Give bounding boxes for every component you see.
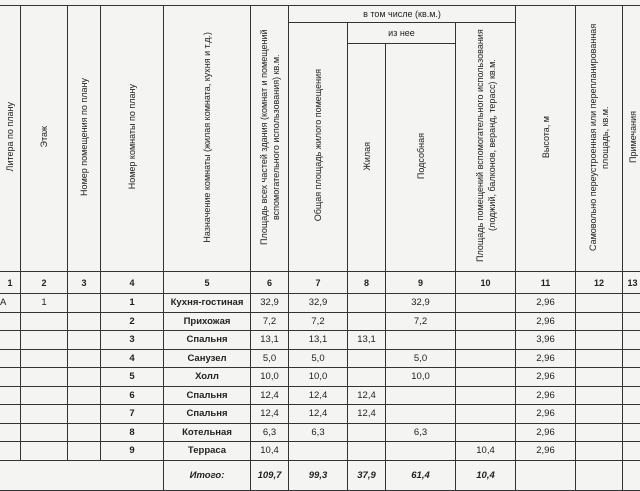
- cell-area: 10,0: [251, 368, 289, 387]
- col-number: 8: [348, 272, 386, 294]
- cell-height: 2,96: [516, 312, 576, 331]
- cell-utility: [386, 331, 456, 350]
- total-row: [0, 460, 640, 490]
- cell-premise-no: [68, 368, 101, 387]
- cell-notes: [623, 312, 640, 331]
- table-row: [0, 294, 640, 313]
- header-floor: Этаж: [21, 6, 68, 272]
- cell-unauthorized: [576, 349, 623, 368]
- rooms-table: [0, 5, 640, 491]
- table-row: [0, 349, 640, 368]
- column-numbers-row: [0, 272, 640, 294]
- cell-area: 6,3: [251, 423, 289, 442]
- cell-area: 10,4: [251, 442, 289, 461]
- table-row: [0, 442, 640, 461]
- cell-litera: [0, 331, 21, 350]
- cell-height: 2,96: [516, 368, 576, 387]
- cell-living-total: 7,2: [289, 312, 348, 331]
- cell-living-total: [289, 442, 348, 461]
- cell-notes: [623, 331, 640, 350]
- cell-unauthorized: [576, 386, 623, 405]
- cell-floor: [21, 368, 68, 387]
- total-living-total: 99,3: [289, 460, 348, 490]
- cell-aux: 10,4: [456, 442, 516, 461]
- cell-room-name: Холл: [164, 368, 251, 387]
- cell-litera: [0, 312, 21, 331]
- cell-litera: [0, 442, 21, 461]
- header-purpose: Назначение комнаты (жилая комната, кухня и т.д.): [164, 6, 251, 272]
- cell-utility: 7,2: [386, 312, 456, 331]
- cell-room-no: 5: [101, 368, 164, 387]
- cell-unauthorized: [576, 423, 623, 442]
- cell-aux: [456, 405, 516, 424]
- table-row: [0, 312, 640, 331]
- cell-room-name: Спальня: [164, 405, 251, 424]
- cell-height: 2,96: [516, 423, 576, 442]
- cell-living-total: 12,4: [289, 405, 348, 424]
- col-number: 9: [386, 272, 456, 294]
- cell-premise-no: [68, 349, 101, 368]
- cell-utility: 6,3: [386, 423, 456, 442]
- cell-utility: 5,0: [386, 349, 456, 368]
- cell-notes: [623, 442, 640, 461]
- header-premise-no: Номер помещения по плану: [68, 6, 101, 272]
- cell-utility: [386, 442, 456, 461]
- cell-notes: [623, 405, 640, 424]
- header-notes: Примечания: [623, 6, 640, 272]
- cell-aux: [456, 331, 516, 350]
- cell-living-total: 12,4: [289, 386, 348, 405]
- col-number: 5: [164, 272, 251, 294]
- cell-room-name: Спальня: [164, 386, 251, 405]
- header-utility: Подсобная: [386, 44, 456, 272]
- cell-living: 13,1: [348, 331, 386, 350]
- cell-notes: [623, 349, 640, 368]
- cell-aux: [456, 312, 516, 331]
- cell-unauthorized: [576, 368, 623, 387]
- cell-living-total: 32,9: [289, 294, 348, 313]
- cell-height: 2,96: [516, 442, 576, 461]
- header-living: Жилая: [348, 44, 386, 272]
- cell-living: 12,4: [348, 405, 386, 424]
- table-row: [0, 386, 640, 405]
- cell-unauthorized: [576, 294, 623, 313]
- table-row: [0, 368, 640, 387]
- cell-premise-no: [68, 312, 101, 331]
- cell-living: [348, 423, 386, 442]
- cell-notes: [623, 386, 640, 405]
- cell-floor: [21, 423, 68, 442]
- header-living-total: Общая площадь жилого помещения: [289, 23, 348, 272]
- cell-living-total: 6,3: [289, 423, 348, 442]
- cell-unauthorized: [576, 331, 623, 350]
- cell-premise-no: [68, 294, 101, 313]
- cell-area: 5,0: [251, 349, 289, 368]
- col-number: 2: [21, 272, 68, 294]
- cell-notes: [623, 294, 640, 313]
- cell-room-no: 8: [101, 423, 164, 442]
- cell-living: [348, 312, 386, 331]
- header-litera: Литера по плану: [0, 6, 21, 272]
- header-subgroup: из нее: [348, 23, 456, 44]
- cell-floor: [21, 331, 68, 350]
- col-number: 11: [516, 272, 576, 294]
- cell-aux: [456, 349, 516, 368]
- cell-premise-no: [68, 405, 101, 424]
- total-label: Итого:: [164, 460, 251, 490]
- cell-litera: А: [0, 294, 21, 313]
- cell-premise-no: [68, 423, 101, 442]
- col-number: 12: [576, 272, 623, 294]
- cell-room-no: 2: [101, 312, 164, 331]
- cell-room-name: Прихожая: [164, 312, 251, 331]
- cell-area: 12,4: [251, 386, 289, 405]
- cell-room-no: 1: [101, 294, 164, 313]
- cell-living: [348, 368, 386, 387]
- cell-room-name: Котельная: [164, 423, 251, 442]
- cell-living: [348, 294, 386, 313]
- cell-aux: [456, 368, 516, 387]
- cell-litera: [0, 349, 21, 368]
- cell-living-total: 10,0: [289, 368, 348, 387]
- cell-height: 2,96: [516, 386, 576, 405]
- cell-unauthorized: [576, 312, 623, 331]
- col-number: 4: [101, 272, 164, 294]
- cell-room-no: 3: [101, 331, 164, 350]
- cell-room-name: Спальня: [164, 331, 251, 350]
- cell-litera: [0, 368, 21, 387]
- cell-utility: 10,0: [386, 368, 456, 387]
- cell-living: [348, 349, 386, 368]
- cell-height: 3,96: [516, 331, 576, 350]
- cell-area: 12,4: [251, 405, 289, 424]
- cell-room-no: 4: [101, 349, 164, 368]
- cell-living: 12,4: [348, 386, 386, 405]
- header-group: в том числе (кв.м.): [289, 6, 516, 23]
- cell-premise-no: [68, 386, 101, 405]
- col-number: 7: [289, 272, 348, 294]
- total-living: 37,9: [348, 460, 386, 490]
- total-aux: 10,4: [456, 460, 516, 490]
- cell-aux: [456, 423, 516, 442]
- cell-litera: [0, 423, 21, 442]
- cell-floor: [21, 405, 68, 424]
- total-utility: 61,4: [386, 460, 456, 490]
- cell-aux: [456, 294, 516, 313]
- cell-floor: [21, 386, 68, 405]
- cell-room-name: Санузел: [164, 349, 251, 368]
- cell-room-name: Терраса: [164, 442, 251, 461]
- cell-utility: 32,9: [386, 294, 456, 313]
- cell-litera: [0, 405, 21, 424]
- cell-height: 2,96: [516, 294, 576, 313]
- cell-floor: [21, 442, 68, 461]
- cell-height: 2,96: [516, 405, 576, 424]
- header-room-no: Номер комнаты по плану: [101, 6, 164, 272]
- cell-utility: [386, 386, 456, 405]
- cell-room-name: Кухня-гостиная: [164, 294, 251, 313]
- cell-living: [348, 442, 386, 461]
- cell-area: 7,2: [251, 312, 289, 331]
- cell-notes: [623, 423, 640, 442]
- col-number: 13: [623, 272, 640, 294]
- cell-room-no: 6: [101, 386, 164, 405]
- table-row: [0, 331, 640, 350]
- cell-living-total: 5,0: [289, 349, 348, 368]
- cell-height: 2,96: [516, 349, 576, 368]
- cell-floor: 1: [21, 294, 68, 313]
- cell-room-no: 9: [101, 442, 164, 461]
- cell-notes: [623, 368, 640, 387]
- table-row: [0, 423, 640, 442]
- table-row: [0, 405, 640, 424]
- total-area: 109,7: [251, 460, 289, 490]
- header-aux-area: Площадь помещений вспомогательного использования (лоджий, балконов, веранд, терасс) кв.м.: [456, 23, 516, 272]
- cell-unauthorized: [576, 405, 623, 424]
- col-number: 6: [251, 272, 289, 294]
- cell-premise-no: [68, 442, 101, 461]
- cell-unauthorized: [576, 442, 623, 461]
- col-number: 10: [456, 272, 516, 294]
- cell-room-no: 7: [101, 405, 164, 424]
- cell-living-total: 13,1: [289, 331, 348, 350]
- header-unauthorized: Самовольно переустроенная или перепланированная площадь, кв.м.: [576, 6, 623, 272]
- col-number: 3: [68, 272, 101, 294]
- cell-area: 32,9: [251, 294, 289, 313]
- cell-floor: [21, 349, 68, 368]
- cell-utility: [386, 405, 456, 424]
- cell-area: 13,1: [251, 331, 289, 350]
- cell-floor: [21, 312, 68, 331]
- header-total-area: Площадь всех частей здания (комнат и помещений вспомогательного использования) кв.м.: [251, 6, 289, 272]
- cell-premise-no: [68, 331, 101, 350]
- col-number: 1: [0, 272, 21, 294]
- header-height: Высота, м: [516, 6, 576, 272]
- cell-litera: [0, 386, 21, 405]
- cell-aux: [456, 386, 516, 405]
